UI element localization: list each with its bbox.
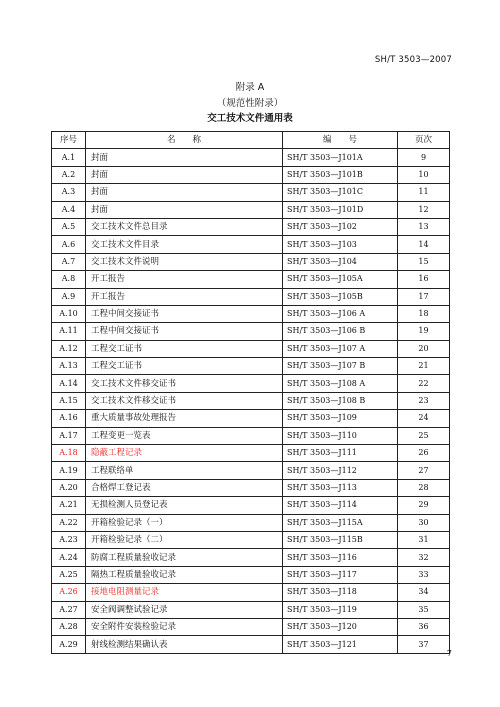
row-page: 20 [398, 340, 450, 357]
row-no: A.21 [52, 497, 86, 514]
row-code: SH/T 3503—J102 [283, 218, 398, 235]
row-code: SH/T 3503—J115A [283, 514, 398, 531]
row-name: 交工技术文件移交证书 [86, 375, 283, 392]
row-code: SH/T 3503—J101A [283, 149, 398, 166]
row-no: A.12 [52, 340, 86, 357]
table-body [52, 149, 450, 653]
row-code: SH/T 3503—J105A [283, 271, 398, 288]
row-page: 32 [398, 549, 450, 566]
table-row [52, 218, 450, 235]
row-no: A.19 [52, 462, 86, 479]
header-name: 名 称 [86, 132, 283, 149]
row-code: SH/T 3503—J104 [283, 253, 398, 270]
table-row [52, 531, 450, 548]
row-no: A.5 [52, 218, 86, 235]
row-name: 交工技术文件目录 [86, 236, 283, 253]
row-page: 13 [398, 218, 450, 235]
row-page: 37 [398, 636, 450, 653]
row-page: 30 [398, 514, 450, 531]
row-no: A.29 [52, 636, 86, 653]
row-page: 24 [398, 410, 450, 427]
row-page: 15 [398, 253, 450, 270]
table-row [52, 375, 450, 392]
row-no: A.18 [52, 445, 86, 462]
table-row [52, 271, 450, 288]
row-page: 19 [398, 323, 450, 340]
table-title: 交工技术文件通用表 [207, 113, 293, 124]
row-page: 28 [398, 479, 450, 496]
row-page: 14 [398, 236, 450, 253]
row-page: 22 [398, 375, 450, 392]
row-code: SH/T 3503—J119 [283, 601, 398, 618]
row-code: SH/T 3503—J112 [283, 462, 398, 479]
row-code: SH/T 3503—J106 B [283, 323, 398, 340]
table-row [52, 288, 450, 305]
table-row [52, 566, 450, 583]
table-row [52, 601, 450, 618]
row-no: A.10 [52, 305, 86, 322]
row-name: 工程中间交接证书 [86, 323, 283, 340]
table-row [52, 358, 450, 375]
table-row [52, 253, 450, 270]
row-page: 31 [398, 531, 450, 548]
row-name: 交工技术文件说明 [86, 253, 283, 270]
table-row [52, 323, 450, 340]
row-code: SH/T 3503—J120 [283, 618, 398, 635]
row-name: 合格焊工登记表 [86, 479, 283, 496]
row-code: SH/T 3503—J109 [283, 410, 398, 427]
table-row [52, 584, 450, 601]
row-name: 封面 [86, 166, 283, 183]
row-code: SH/T 3503—J116 [283, 549, 398, 566]
table-row [52, 549, 450, 566]
table-header-row [52, 132, 450, 149]
row-page: 34 [398, 584, 450, 601]
row-name: 工程交工证书 [86, 358, 283, 375]
row-no: A.13 [52, 358, 86, 375]
row-code: SH/T 3503—J114 [283, 497, 398, 514]
row-no: A.2 [52, 166, 86, 183]
row-no: A.6 [52, 236, 86, 253]
row-code: SH/T 3503—J108 B [283, 392, 398, 409]
row-name: 工程中间交接证书 [86, 305, 283, 322]
row-name: 重大质量事故处理报告 [86, 410, 283, 427]
row-code: SH/T 3503—J101D [283, 201, 398, 218]
table-row [52, 340, 450, 357]
table-row [52, 462, 450, 479]
row-code: SH/T 3503—J107 A [283, 340, 398, 357]
table-row [52, 236, 450, 253]
row-page: 33 [398, 566, 450, 583]
row-no: A.20 [52, 479, 86, 496]
header-page: 页次 [398, 132, 450, 149]
row-no: A.28 [52, 618, 86, 635]
page-number: 7 [446, 649, 452, 658]
table-row [52, 497, 450, 514]
standard-code: SH/T 3503—2007 [374, 55, 452, 65]
row-code: SH/T 3503—J105B [283, 288, 398, 305]
table-row [52, 618, 450, 635]
row-page: 35 [398, 601, 450, 618]
table-row [52, 305, 450, 322]
row-no: A.26 [52, 584, 86, 601]
row-name: 开箱检验记录（二） [86, 531, 283, 548]
row-name: 射线检测结果确认表 [86, 636, 283, 653]
row-name: 交工技术文件总目录 [86, 218, 283, 235]
row-page: 29 [398, 497, 450, 514]
row-code: SH/T 3503—J111 [283, 445, 398, 462]
row-code: SH/T 3503—J117 [283, 566, 398, 583]
row-name: 接地电阻测量记录 [86, 584, 283, 601]
row-page: 26 [398, 445, 450, 462]
row-no: A.8 [52, 271, 86, 288]
row-code: SH/T 3503—J101B [283, 166, 398, 183]
row-no: A.14 [52, 375, 86, 392]
row-page: 11 [398, 184, 450, 201]
row-no: A.11 [52, 323, 86, 340]
header-code: 编 号 [283, 132, 398, 149]
table-row [52, 479, 450, 496]
row-page: 9 [398, 149, 450, 166]
row-page: 27 [398, 462, 450, 479]
row-code: SH/T 3503—J107 B [283, 358, 398, 375]
row-no: A.22 [52, 514, 86, 531]
table-row [52, 184, 450, 201]
row-page: 16 [398, 271, 450, 288]
row-no: A.15 [52, 392, 86, 409]
table-row [52, 166, 450, 183]
row-code: SH/T 3503—J106 A [283, 305, 398, 322]
row-no: A.23 [52, 531, 86, 548]
row-page: 17 [398, 288, 450, 305]
row-name: 开工报告 [86, 288, 283, 305]
row-code: SH/T 3503—J121 [283, 636, 398, 653]
row-code: SH/T 3503—J103 [283, 236, 398, 253]
row-name: 封面 [86, 184, 283, 201]
row-page: 21 [398, 358, 450, 375]
row-no: A.25 [52, 566, 86, 583]
row-page: 10 [398, 166, 450, 183]
row-name: 封面 [86, 149, 283, 166]
row-code: SH/T 3503—J108 A [283, 375, 398, 392]
row-code: SH/T 3503—J118 [283, 584, 398, 601]
row-code: SH/T 3503—J115B [283, 531, 398, 548]
normative-note: （规范性附录） [216, 97, 284, 109]
row-name: 隔热工程质量验收记录 [86, 566, 283, 583]
row-name: 无损检测人员登记表 [86, 497, 283, 514]
row-no: A.1 [52, 149, 86, 166]
row-name: 防腐工程质量验收记录 [86, 549, 283, 566]
table-row [52, 636, 450, 653]
header-no: 序号 [52, 132, 86, 149]
row-no: A.17 [52, 427, 86, 444]
table-row [52, 514, 450, 531]
table-row [52, 427, 450, 444]
row-page: 12 [398, 201, 450, 218]
row-page: 36 [398, 618, 450, 635]
row-name: 工程交工证书 [86, 340, 283, 357]
title-block [0, 80, 500, 127]
row-no: A.24 [52, 549, 86, 566]
table-row [52, 445, 450, 462]
row-name: 工程变更一览表 [86, 427, 283, 444]
table-row [52, 392, 450, 409]
row-code: SH/T 3503—J113 [283, 479, 398, 496]
forms-table [51, 131, 450, 654]
row-name: 开箱检验记录（一） [86, 514, 283, 531]
row-name: 隐蔽工程记录 [86, 445, 283, 462]
row-page: 18 [398, 305, 450, 322]
row-name: 安全阀调整试验记录 [86, 601, 283, 618]
row-no: A.9 [52, 288, 86, 305]
row-no: A.7 [52, 253, 86, 270]
table-row [52, 410, 450, 427]
row-page: 25 [398, 427, 450, 444]
table-row [52, 149, 450, 166]
appendix-title: 附录 A [235, 82, 265, 93]
table-row [52, 201, 450, 218]
row-name: 工程联络单 [86, 462, 283, 479]
row-no: A.27 [52, 601, 86, 618]
row-page: 23 [398, 392, 450, 409]
row-name: 交工技术文件移交证书 [86, 392, 283, 409]
row-name: 开工报告 [86, 271, 283, 288]
row-name: 安全附件安装检验记录 [86, 618, 283, 635]
row-no: A.4 [52, 201, 86, 218]
row-code: SH/T 3503—J110 [283, 427, 398, 444]
row-no: A.3 [52, 184, 86, 201]
row-name: 封面 [86, 201, 283, 218]
row-no: A.16 [52, 410, 86, 427]
row-code: SH/T 3503—J101C [283, 184, 398, 201]
